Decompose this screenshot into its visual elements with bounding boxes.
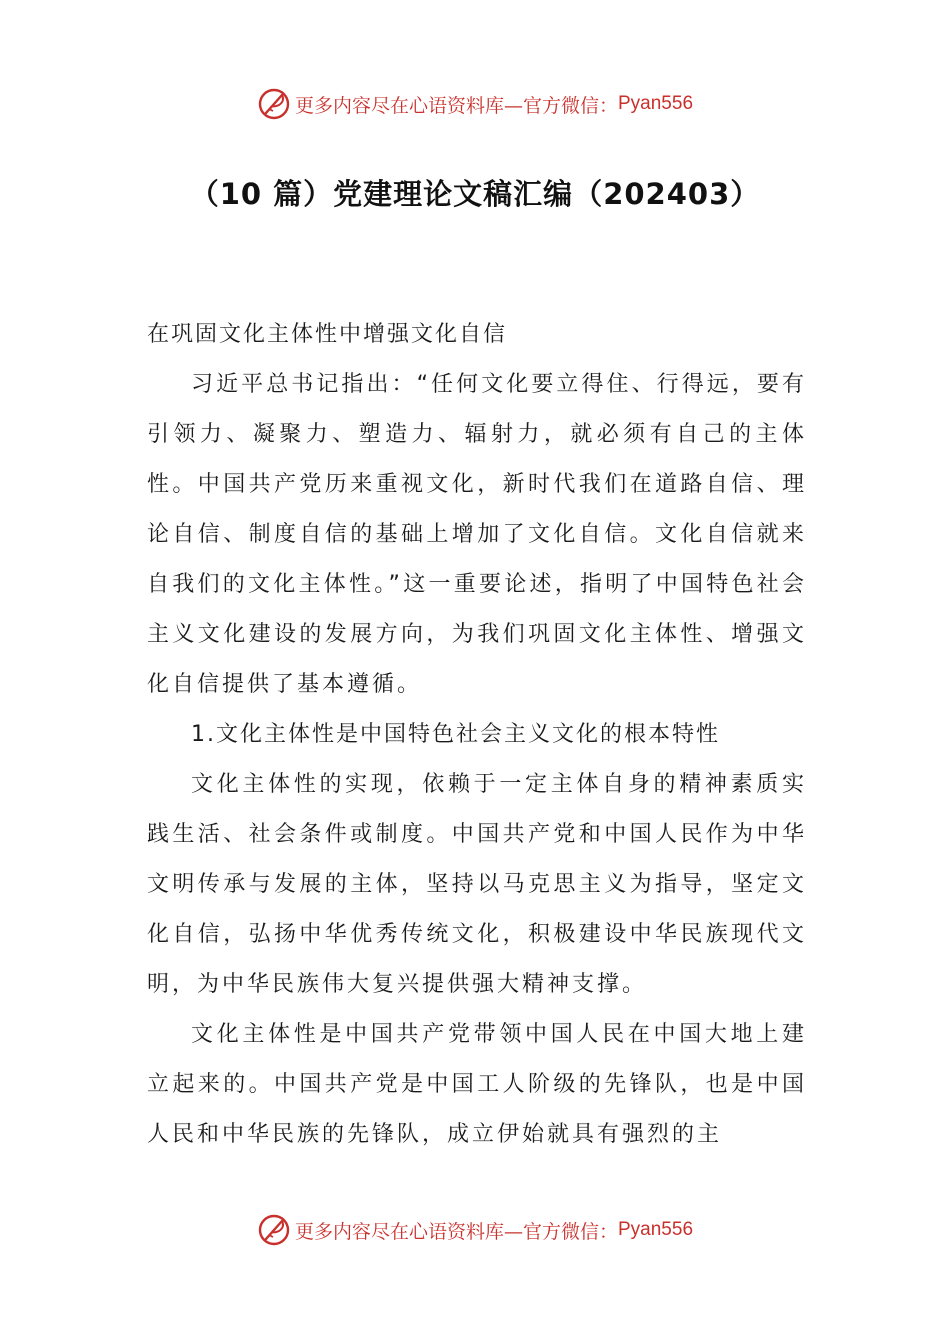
header-watermark — [0, 84, 950, 124]
paragraph: 习近平总书记指出：“任何文化要立得住、行得远，要有引领力、凝聚力、塑造力、辐射力，就必须有自己的主体性。中国共产党历来重视文化，新时代我们在道路自信、理论自信、制度自信的基础上增加了文化自信。文化自信就来自我们的文化主体性。”这一重要论述，指明了中国特色社会主义文化建设的发展方向，为我们巩固文化主体性、增强文化自信提供了基本遵循。 — [147, 372, 807, 697]
paragraph: 文化主体性的实现，依赖于一定主体自身的精神素质实践生活、社会条件或制度。中国共产党和中国人民作为中华文明传承与发展的主体，坚持以马克思主义为指导，坚定文化自信，弘扬中华优秀传统文化，积极建设中华民族现代文明，为中华民族伟大复兴提供强大精神支撑。 — [147, 772, 807, 997]
document-title: （10 篇）党建理论文稿汇编（202403） — [189, 177, 761, 211]
watermark-contact: Pyan556 — [618, 93, 694, 114]
watermark-contact: Pyan556 — [618, 1219, 694, 1240]
section-heading: 1.文化主体性是中国特色社会主义文化的根本特性 — [191, 722, 720, 747]
watermark-text: 更多内容尽在心语资料库—官方微信： — [294, 94, 618, 117]
article-subtitle: 在巩固文化主体性中增强文化自信 — [147, 322, 508, 347]
paragraph: 文化主体性是中国共产党带领中国人民在中国大地上建立起来的。中国共产党是中国工人阶级的先锋队，也是中国人民和中华民族的先锋队，成立伊始就具有强烈的主 — [147, 1022, 807, 1147]
watermark-text: 更多内容尽在心语资料库—官方微信： — [294, 1220, 618, 1243]
document-body — [147, 310, 807, 1160]
quill-logo-icon — [257, 87, 291, 121]
footer-watermark — [0, 1210, 950, 1250]
quill-logo-icon — [257, 1213, 291, 1247]
